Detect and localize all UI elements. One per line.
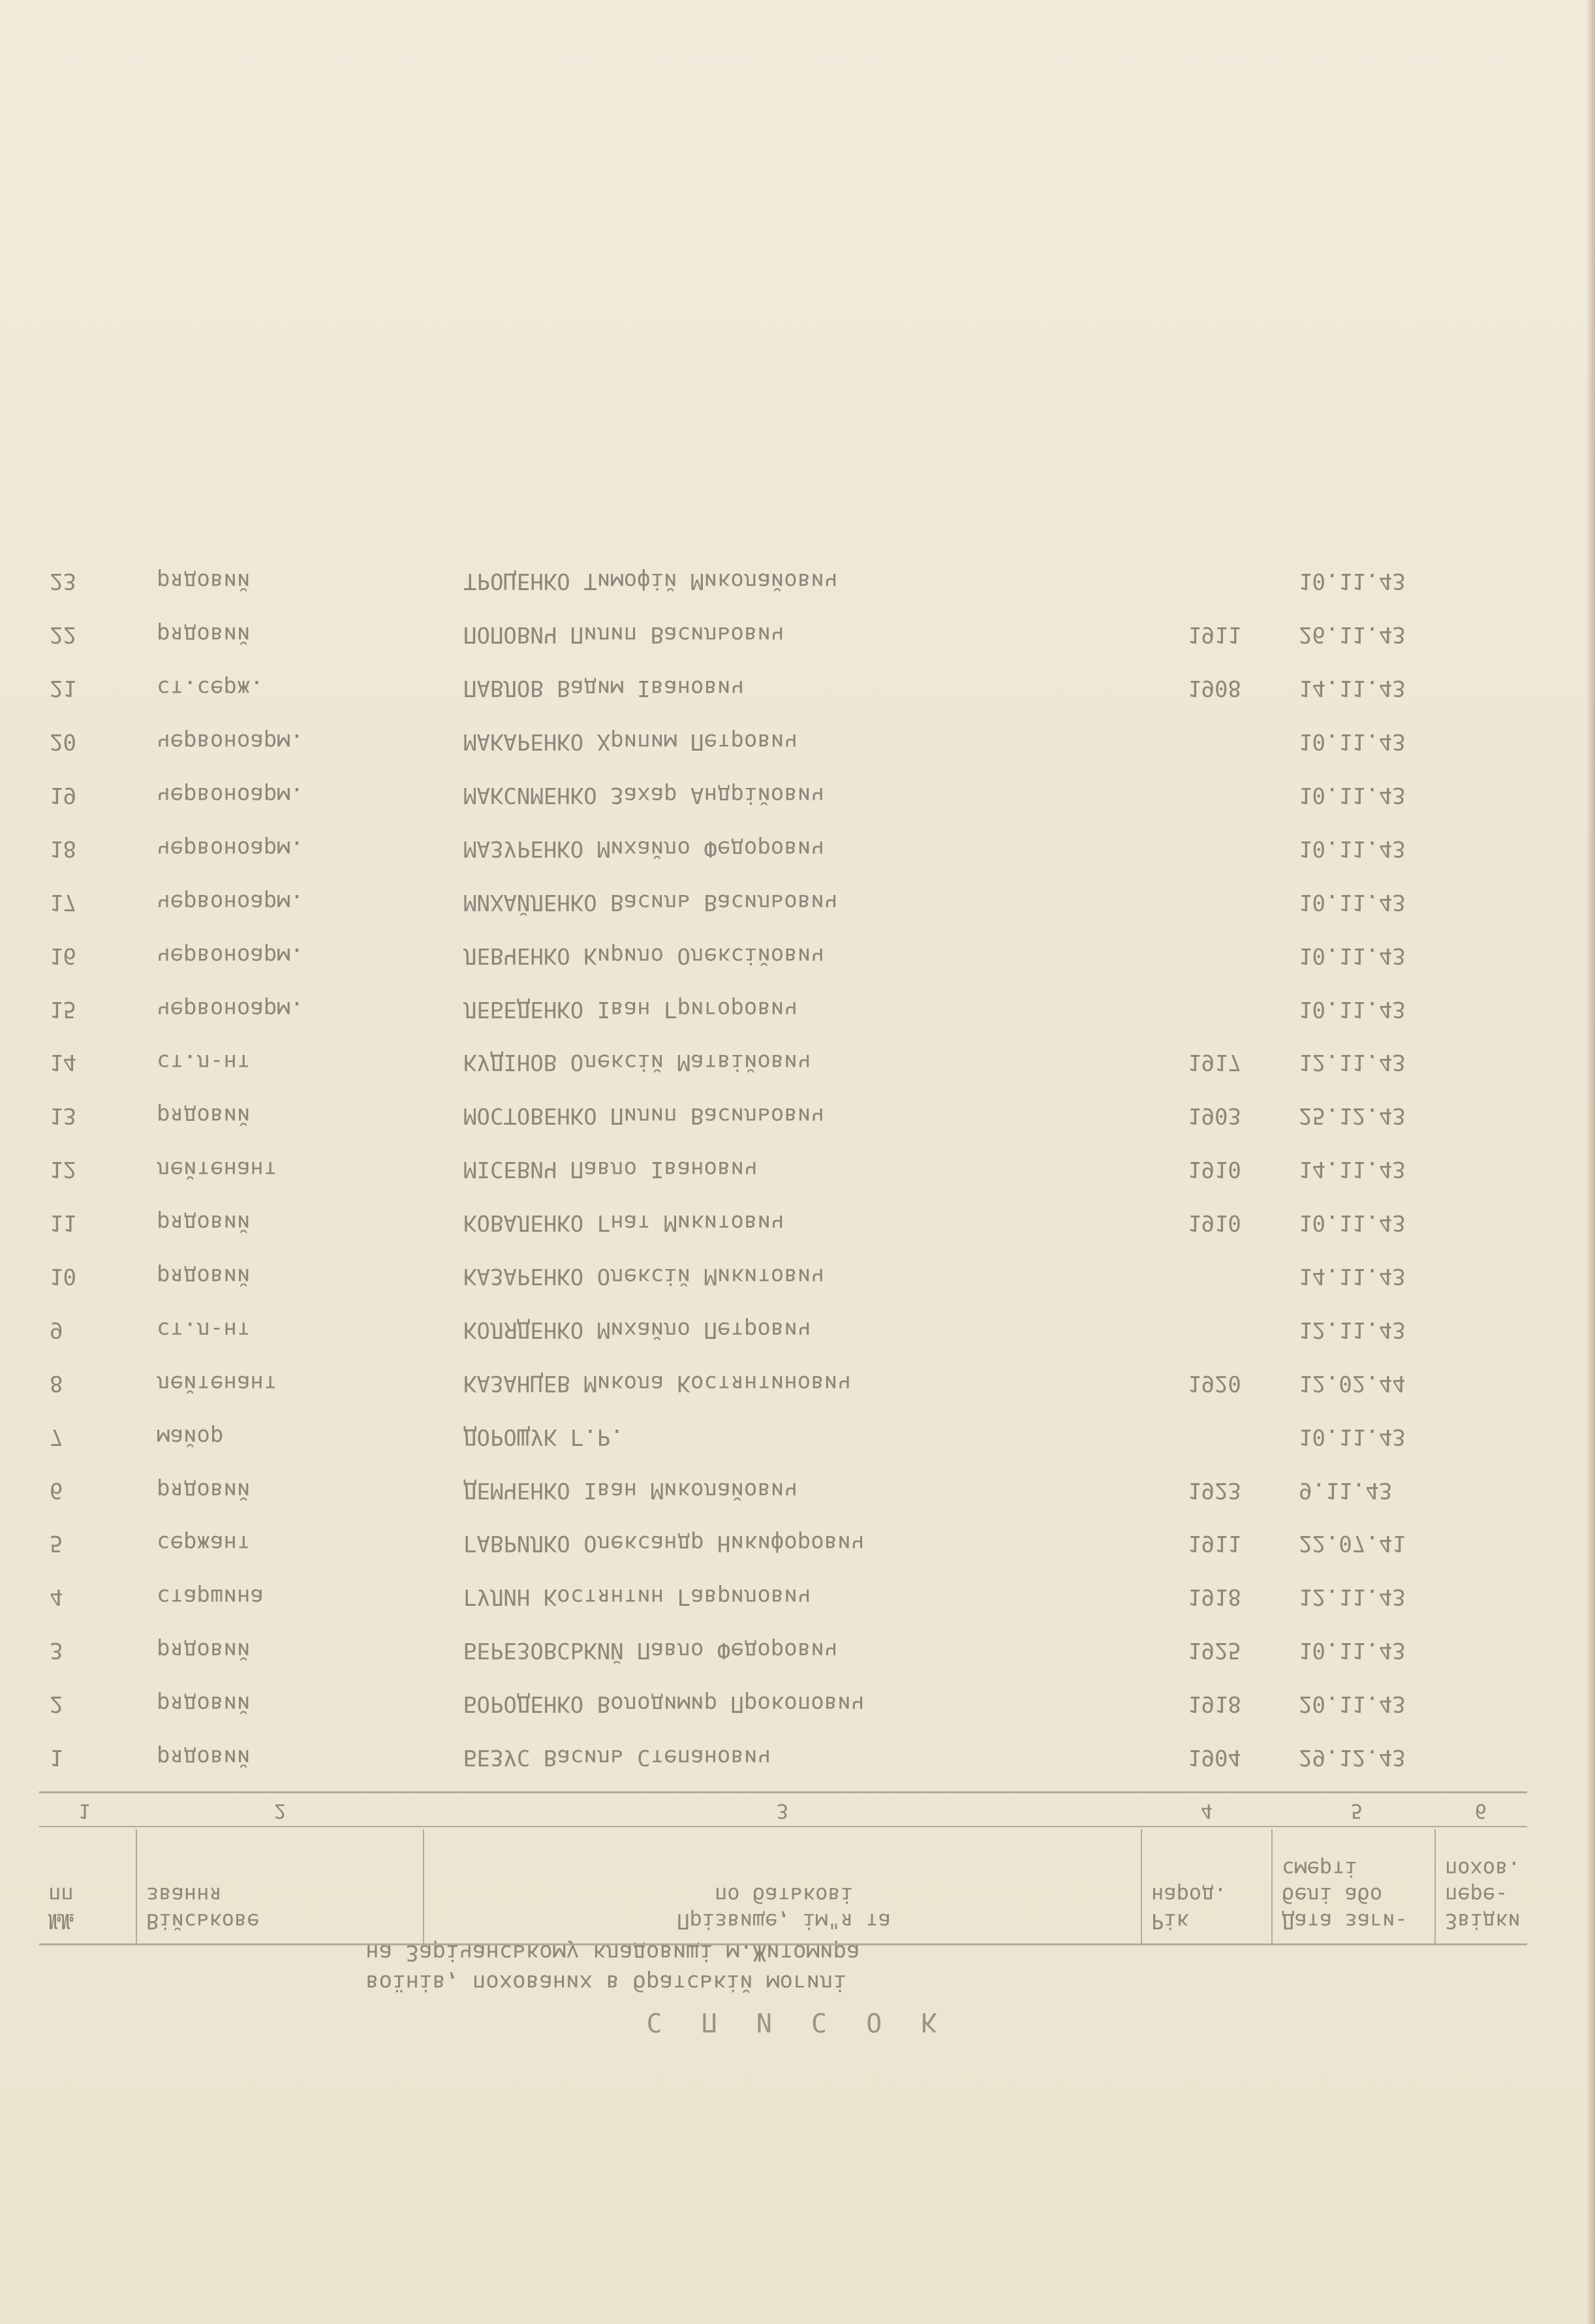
- row-rank: рядовий: [157, 1210, 251, 1236]
- table-row: [39, 553, 1527, 606]
- row-death-date: 10.11.43: [1299, 1210, 1406, 1236]
- col-num-2: 2: [274, 1799, 286, 1822]
- row-birth-year: 1903: [1188, 1103, 1241, 1129]
- row-death-date: 9.11.43: [1299, 1477, 1393, 1503]
- row-rank: рядовий: [157, 1691, 251, 1718]
- row-name: ГАВРИЛКО Олександр Никифорович: [463, 1530, 865, 1557]
- row-name: МИХАЙЛЕНКО Василь Васильович: [463, 888, 838, 915]
- row-rank: рядовий: [157, 1477, 251, 1503]
- row-birth-year: 1910: [1188, 1156, 1241, 1183]
- row-death-date: 25.12.43: [1299, 1103, 1406, 1129]
- row-number: 7: [50, 1423, 63, 1450]
- document-title: С П И С О К: [646, 2007, 949, 2037]
- row-name: ЛЕБЕДЕНКО Іван Григорович: [463, 996, 797, 1022]
- table-row: [39, 1515, 1527, 1569]
- header-name: Прізвище, ім"я та по батькові: [424, 1829, 1142, 1943]
- table-row: [39, 606, 1527, 659]
- row-birth-year: 1918: [1188, 1584, 1241, 1610]
- table-row: [39, 820, 1527, 873]
- col-num-6: 6: [1475, 1799, 1487, 1822]
- row-rank: рядовий: [157, 1637, 251, 1664]
- row-name: КОВАЛЕНКО Гнат Микитович: [463, 1210, 784, 1236]
- table-row: [39, 1194, 1527, 1248]
- row-rank: червоноарм.: [157, 996, 304, 1022]
- header-rank: Військове звання: [137, 1829, 424, 1943]
- row-death-date: 10.11.43: [1299, 888, 1406, 915]
- header-year: Рік народ.: [1142, 1829, 1273, 1943]
- row-number: 4: [50, 1584, 63, 1610]
- table-row: [39, 873, 1527, 927]
- row-number: 13: [50, 1103, 76, 1129]
- row-death-date: 12.11.43: [1299, 1049, 1406, 1076]
- row-rank: рядовий: [157, 1103, 251, 1129]
- row-death-date: 10.11.43: [1299, 942, 1406, 969]
- row-rank: червоноарм.: [157, 835, 304, 862]
- row-rank: ст.л-нт: [157, 1316, 251, 1343]
- table-row: [39, 659, 1527, 713]
- row-rank: червоноарм.: [157, 942, 304, 969]
- row-number: 20: [50, 729, 76, 755]
- row-name: ДЕМЧЕНКО Іван Миколайович: [463, 1477, 797, 1503]
- row-birth-year: 1904: [1188, 1744, 1241, 1770]
- row-name: БЕРЕЗОВСЬКИЙ Павло Федорович: [463, 1637, 838, 1664]
- row-name: ГУЛИН Костянтин Гаврилович: [463, 1584, 811, 1610]
- table-row: [39, 766, 1527, 820]
- row-number: 2: [50, 1691, 63, 1718]
- row-name: ТРОЦЕНКО Тимофій Миколайович: [463, 568, 838, 595]
- col-num-1: 1: [78, 1799, 91, 1822]
- row-number: 9: [50, 1316, 63, 1343]
- table-row: [39, 1729, 1527, 1782]
- header-date: Дата заги- белі або смерті: [1273, 1829, 1436, 1943]
- row-rank: ст.серж.: [157, 675, 264, 702]
- table-row: [39, 1034, 1527, 1088]
- table-row: [39, 1568, 1527, 1622]
- row-number: 12: [50, 1156, 76, 1183]
- row-number: 22: [50, 621, 76, 648]
- row-number: 19: [50, 781, 76, 808]
- row-name: БЕЗУС Василь Степанович: [463, 1744, 771, 1770]
- row-death-date: 14.11.43: [1299, 1156, 1406, 1183]
- header-burial: Звідки пере- похов.: [1445, 1857, 1521, 1934]
- table-row: [39, 1462, 1527, 1515]
- table-header: [39, 1791, 1527, 1945]
- table-row: [39, 1675, 1527, 1729]
- table-row: [39, 1248, 1527, 1301]
- row-rank: рядовий: [157, 1744, 251, 1770]
- row-name: МАКАРЕНКО Хрипим Петрович: [463, 729, 797, 755]
- row-death-date: 10.11.43: [1299, 1423, 1406, 1450]
- row-number: 21: [50, 675, 76, 702]
- row-death-date: 10.11.43: [1299, 568, 1406, 595]
- row-death-date: 12.11.43: [1299, 1316, 1406, 1343]
- row-birth-year: 1917: [1188, 1049, 1241, 1076]
- table-row: [39, 1140, 1527, 1194]
- row-name: ЛЕВЧЕНКО Кирило Олексійович: [463, 942, 824, 969]
- row-number: 15: [50, 996, 76, 1022]
- row-death-date: 10.11.43: [1299, 1637, 1406, 1664]
- row-birth-year: 1920: [1188, 1370, 1241, 1396]
- row-number: 6: [50, 1477, 63, 1503]
- row-name: КАЗАНЦЕВ Микола Костянтинович: [463, 1370, 851, 1396]
- table-row: [39, 1408, 1527, 1462]
- row-birth-year: 1918: [1188, 1691, 1241, 1718]
- row-name: ДОРОЩУК Г.Р.: [463, 1423, 624, 1450]
- row-rank: червоноарм.: [157, 781, 304, 808]
- row-number: 23: [50, 568, 76, 595]
- row-rank: лейтенант: [157, 1370, 277, 1396]
- table-row: [39, 713, 1527, 766]
- row-number: 1: [50, 1744, 63, 1770]
- row-name: МОСТОВЕНКО Пилип Васильович: [463, 1103, 824, 1129]
- row-death-date: 12.11.43: [1299, 1584, 1406, 1610]
- col-num-3: 3: [777, 1799, 789, 1822]
- row-birth-year: 1925: [1188, 1637, 1241, 1664]
- row-birth-year: 1910: [1188, 1210, 1241, 1236]
- row-birth-year: 1911: [1188, 621, 1241, 648]
- row-number: 3: [50, 1637, 63, 1664]
- row-rank: ст.л-нт: [157, 1049, 251, 1076]
- row-name: МАКСИМЕНКО Захар Андрійович: [463, 781, 824, 808]
- row-name: МАЗУРЕНКО Михайло Федорович: [463, 835, 824, 862]
- row-rank: майор: [157, 1423, 224, 1450]
- column-number-row: [39, 1793, 1527, 1827]
- row-death-date: 10.11.43: [1299, 781, 1406, 808]
- row-death-date: 20.11.43: [1299, 1691, 1406, 1718]
- table-row: [39, 927, 1527, 981]
- paper-edge: [1586, 0, 1595, 2324]
- subtitle-line-2: на Зарічанському кладовищі м.Житомира: [365, 1939, 860, 1966]
- row-name: ПОПОВИЧ Пилип Васильович: [463, 621, 784, 648]
- row-death-date: 10.11.43: [1299, 996, 1406, 1022]
- row-name: МІСЕВИЧ Павло Іванович: [463, 1156, 758, 1183]
- row-birth-year: 1923: [1188, 1477, 1241, 1503]
- table-row: [39, 1622, 1527, 1675]
- row-death-date: 14.11.43: [1299, 1263, 1406, 1289]
- row-number: 14: [50, 1049, 76, 1076]
- row-rank: рядовий: [157, 1263, 251, 1289]
- row-name: КОЛЯДЕНКО Михайло Петрович: [463, 1316, 811, 1343]
- row-name: КАЗАРЕНКО Олексій Микитович: [463, 1263, 824, 1289]
- row-birth-year: 1908: [1188, 675, 1241, 702]
- row-number: 17: [50, 888, 76, 915]
- row-death-date: 29.12.43: [1299, 1744, 1406, 1770]
- row-name: КУДІНОВ Олексій Матвійович: [463, 1049, 811, 1076]
- row-rank: старшина: [157, 1584, 264, 1610]
- document-subtitle: [365, 1938, 1279, 1998]
- row-rank: червоноарм.: [157, 888, 304, 915]
- row-birth-year: 1911: [1188, 1530, 1241, 1557]
- row-number: 18: [50, 835, 76, 862]
- row-rank: червоноарм.: [157, 729, 304, 755]
- row-death-date: 10.11.43: [1299, 729, 1406, 755]
- row-rank: рядовий: [157, 621, 251, 648]
- row-death-date: 10.11.43: [1299, 835, 1406, 862]
- header-no: №№ пп: [39, 1829, 137, 1943]
- row-number: 16: [50, 942, 76, 969]
- row-number: 11: [50, 1210, 76, 1236]
- table-row: [39, 1355, 1527, 1408]
- row-death-date: 14.11.43: [1299, 675, 1406, 702]
- table-row: [39, 1087, 1527, 1140]
- table-row: [39, 981, 1527, 1034]
- subtitle-line-1: воїнів, похованих в братській могилі: [365, 1970, 846, 1996]
- row-number: 8: [50, 1370, 63, 1396]
- row-death-date: 12.02.44: [1299, 1370, 1406, 1396]
- row-rank: лейтенант: [157, 1156, 277, 1183]
- row-rank: рядовий: [157, 568, 251, 595]
- row-death-date: 22.07.41: [1299, 1530, 1406, 1557]
- table-row: [39, 1301, 1527, 1355]
- row-rank: сержант: [157, 1530, 251, 1557]
- row-name: ПАВЛОВ Вадим Іванович: [463, 675, 744, 702]
- row-death-date: 26.11.43: [1299, 621, 1406, 648]
- row-name: БОРОДЕНКО Володимир Прокопович: [463, 1691, 865, 1718]
- col-num-4: 4: [1201, 1799, 1213, 1822]
- row-number: 5: [50, 1530, 63, 1557]
- col-num-5: 5: [1351, 1799, 1363, 1822]
- row-number: 10: [50, 1263, 76, 1289]
- table-body: [39, 553, 1527, 1782]
